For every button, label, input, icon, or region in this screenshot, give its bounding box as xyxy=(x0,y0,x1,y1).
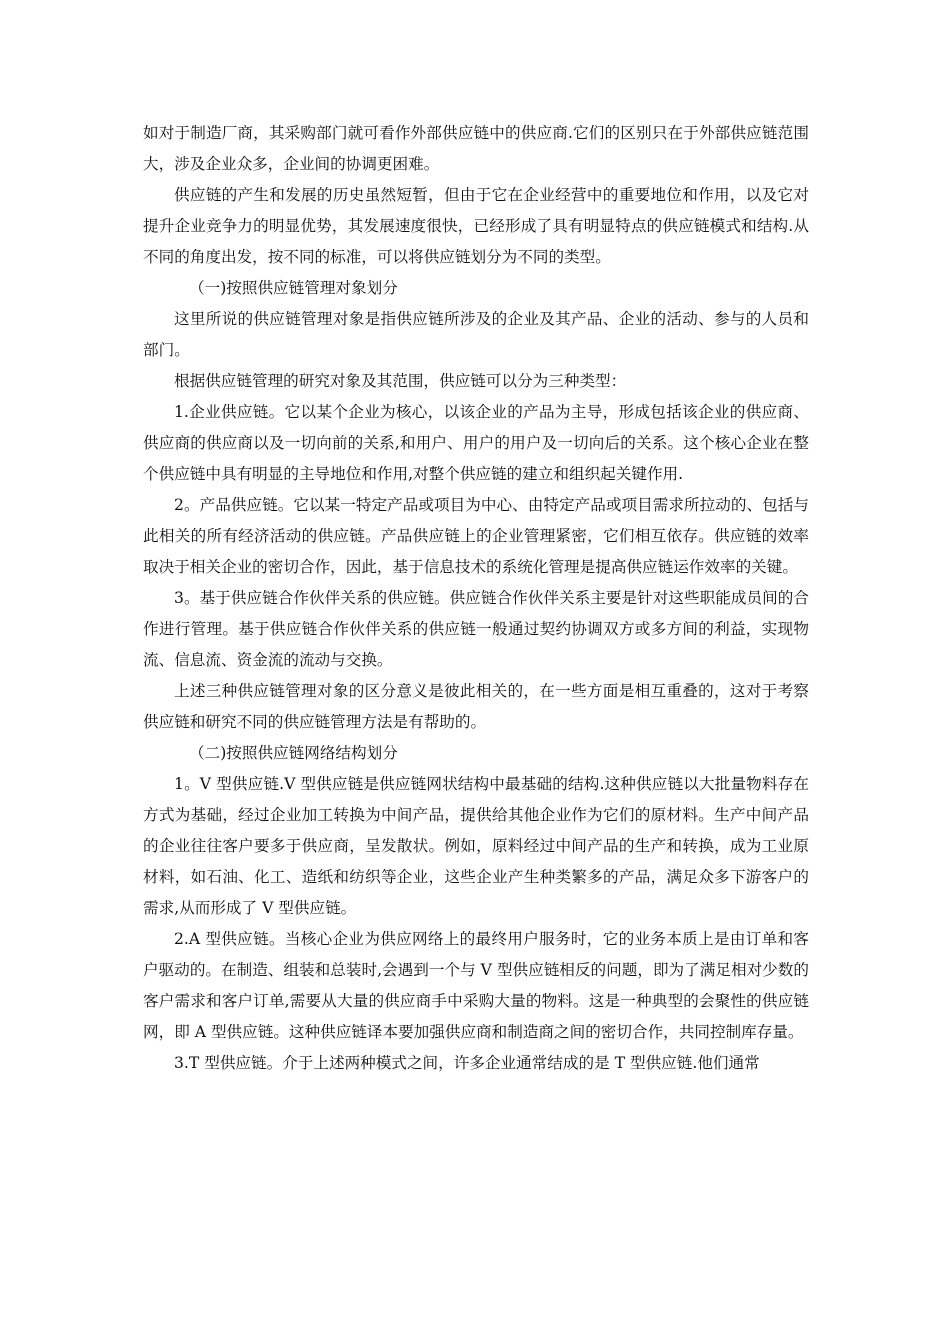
list-item-1: 1.企业供应链。它以某个企业为核心，以该企业的产品为主导，形成包括该企业的供应商、供应商的供应商以及一切向前的关系,和用户、用户的用户及一切向后的关系。这个核心企业在整个供应链中具有明显的主导地位和作用,对整个供应链的建立和组织起关键作用. xyxy=(143,403,809,483)
paragraph-4: 根据供应链管理的研究对象及其范围，供应链可以分为三种类型： xyxy=(174,372,627,390)
section-heading-1: （一)按照供应链管理对象划分 xyxy=(189,279,398,297)
paragraph-1: 如对于制造厂商，其采购部门就可看作外部供应链中的供应商.它们的区别只在于外部供应链范围大，涉及企业众多，企业间的协调更困难。 xyxy=(143,124,809,173)
list-item-t-type: 3.T 型供应链。介于上述两种模式之间，许多企业通常结成的是 T 型供应链.他们通常 xyxy=(174,1054,760,1072)
list-item-2: 2。产品供应链。它以某一特定产品或项目为中心、由特定产品或项目需求所拉动的、包括与此相关的所有经济活动的供应链。产品供应链上的企业管理紧密，它们相互依存。供应链的效率取决于相关企业的密切合作，因此，基于信息技术的系统化管理是提高供应链运作效率的关键。 xyxy=(143,496,809,576)
paragraph-2: 供应链的产生和发展的历史虽然短暂，但由于它在企业经营中的重要地位和作用，以及它对提升企业竞争力的明显优势，其发展速度很快，已经形成了具有明显特点的供应链模式和结构.从不同的角度出发，按不同的标准，可以将供应链划分为不同的类型。 xyxy=(143,186,809,266)
list-item-v-type: 1。V 型供应链.V 型供应链是供应链网状结构中最基础的结构.这种供应链以大批量物料存在方式为基础，经过企业加工转换为中间产品，提供给其他企业作为它们的原材料。生产中间产品的企业往往客户要多于供应商，呈发散状。例如，原料经过中间产品的生产和转换，成为工业原材料，如石油、化工、造纸和纺织等企业，这些企业产生种类繁多的产品，满足众多下游客户的需求,从而形成了 V 型供应链。 xyxy=(143,775,809,917)
list-item-a-type: 2.A 型供应链。当核心企业为供应网络上的最终用户服务时，它的业务本质上是由订单和客户驱动的。在制造、组装和总装时,会遇到一个与 V 型供应链相反的问题，即为了满足相对少数的客户需求和客户订单,需要从大量的供应商手中采购大量的物料。这是一种典型的会聚性的供应链网，即 A 型供应链。这种供应链译本要加强供应商和制造商之间的密切合作，共同控制库存量。 xyxy=(143,930,809,1041)
list-item-3: 3。基于供应链合作伙伴关系的供应链。供应链合作伙伴关系主要是针对这些职能成员间的合作进行管理。基于供应链合作伙伴关系的供应链一般通过契约协调双方或多方间的利益，实现物流、信息流、资金流的流动与交换。 xyxy=(143,589,809,669)
section-heading-2: （二)按照供应链网络结构划分 xyxy=(189,744,398,762)
document-page xyxy=(143,118,809,1079)
paragraph-3: 这里所说的供应链管理对象是指供应链所涉及的企业及其产品、企业的活动、参与的人员和部门。 xyxy=(143,310,809,359)
paragraph-5: 上述三种供应链管理对象的区分意义是彼此相关的，在一些方面是相互重叠的，这对于考察供应链和研究不同的供应链管理方法是有帮助的。 xyxy=(143,682,809,731)
